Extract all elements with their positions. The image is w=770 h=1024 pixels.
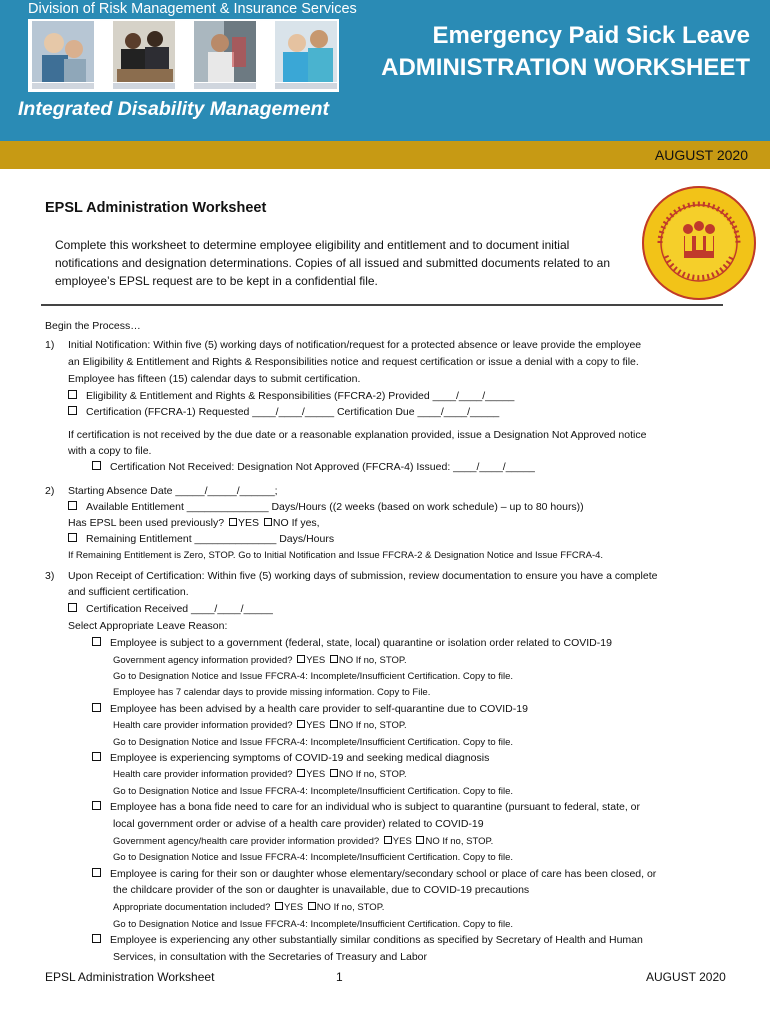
- checkbox[interactable]: [68, 390, 77, 399]
- header-photo-strip: [28, 19, 339, 92]
- department-name: Integrated Disability Management: [18, 98, 329, 120]
- step-2-used-row: Has EPSL been used previously? YES NO If yes,: [68, 517, 320, 529]
- document-title: [381, 20, 750, 84]
- step-1-text: Employee has fifteen (15) calendar days to submit certification.: [68, 373, 361, 385]
- reason-row: Employee is experiencing any other substantially similar conditions as specified by Secretary of Health and Human: [92, 932, 643, 949]
- step-3-checkbox-row: Certification Received ____/____/_____: [68, 601, 273, 618]
- reason-instruction: Go to Designation Notice and Issue FFCRA-4: Incomplete/Insufficient Certification. Copy to file.: [113, 919, 514, 930]
- reason-row: Employee has been advised by a health care provider to self-quarantine due to COVID-19: [92, 701, 528, 718]
- step-1-note: with a copy to file.: [68, 445, 152, 457]
- step-2-checkbox-row: Available Entitlement ______________ Days/Hours ((2 weeks (based on work schedule) – up to 80 hours)): [68, 499, 584, 516]
- yes-checkbox[interactable]: [297, 769, 305, 777]
- step-2-checkbox-row: Remaining Entitlement ______________ Days/Hours: [68, 531, 334, 548]
- intro-line: employee’s EPSL request are to be kept in a confidential file.: [55, 274, 378, 288]
- step-3-text: and sufficient certification.: [68, 586, 189, 598]
- checkbox[interactable]: [68, 533, 77, 542]
- reason-instruction: Go to Designation Notice and Issue FFCRA-4: Incomplete/Insufficient Certification. Copy to file.: [113, 786, 514, 797]
- photo-nurse-icon: [275, 21, 337, 82]
- step-1-checkbox-row: Certification (FFCRA-1) Requested ____/____/_____ Certification Due ____/____/_____: [68, 404, 499, 421]
- step-1-checkbox-row: Eligibility & Entitlement and Rights & Responsibilities (FFCRA-2) Provided ____/____/_____: [68, 388, 514, 405]
- photo-meeting-icon: [113, 21, 175, 82]
- checkbox[interactable]: [68, 603, 77, 612]
- footer-date: AUGUST 2020: [646, 970, 726, 984]
- checkbox[interactable]: [92, 752, 101, 761]
- reason-question: Health care provider information provided? YES NO If no, STOP.: [113, 769, 407, 780]
- begin-label: Begin the Process…: [45, 320, 141, 332]
- reason-row: Employee is subject to a government (federal, state, local) quarantine or isolation order related to COVID-19: [92, 635, 612, 652]
- reason-question: Government agency/health care provider information provided? YES NO If no, STOP.: [113, 836, 494, 847]
- reason-instruction: Go to Designation Notice and Issue FFCRA-4: Incomplete/Insufficient Certification. Copy to file.: [113, 852, 514, 863]
- no-checkbox[interactable]: [330, 769, 338, 777]
- step-2-number: 2): [45, 485, 55, 497]
- no-checkbox[interactable]: [264, 518, 272, 526]
- step-3-number: 3): [45, 570, 55, 582]
- district-seal-icon: [640, 184, 758, 302]
- photo-worker-icon: [194, 21, 256, 82]
- photo-family-icon: [32, 21, 94, 82]
- no-checkbox[interactable]: [330, 655, 338, 663]
- yes-checkbox[interactable]: [229, 518, 237, 526]
- yes-checkbox[interactable]: [384, 836, 392, 844]
- step-1-checkbox-row: Certification Not Received: Designation Not Approved (FFCRA-4) Issued: ____/____/_____: [92, 459, 535, 476]
- title-line-2: ADMINISTRATION WORKSHEET: [381, 54, 750, 81]
- reason-text: local government order or advise of a health care provider) related to COVID-19: [113, 818, 484, 830]
- checkbox[interactable]: [92, 801, 101, 810]
- yes-checkbox[interactable]: [297, 655, 305, 663]
- intro-line: notifications and designation determinations. Copies of all issued and submitted documents related to an: [55, 256, 611, 270]
- reason-row: Employee has a bona fide need to care for an individual who is subject to quarantine (pursuant to federal, state, or: [92, 799, 640, 816]
- reason-instruction: Employee has 7 calendar days to provide missing information. Copy to File.: [113, 687, 431, 698]
- footer-title: EPSL Administration Worksheet: [45, 970, 215, 984]
- step-2-text: Starting Absence Date _____/_____/______;: [68, 485, 278, 497]
- checkbox[interactable]: [68, 406, 77, 415]
- checkbox[interactable]: [92, 461, 101, 470]
- no-checkbox[interactable]: [330, 720, 338, 728]
- checkbox[interactable]: [68, 501, 77, 510]
- reason-question: Appropriate documentation included? YES NO If no, STOP.: [113, 902, 385, 913]
- select-reason-label: Select Appropriate Leave Reason:: [68, 620, 228, 632]
- no-checkbox[interactable]: [308, 902, 316, 910]
- title-line-1: Emergency Paid Sick Leave: [432, 22, 750, 49]
- step-1-text: Initial Notification: Within five (5) working days of notification/request for a protected absence or leave provide the employee: [68, 339, 642, 351]
- step-2-note: If Remaining Entitlement is Zero, STOP. Go to Initial Notification and Issue FFCRA-2 & Designation Notice and Issue FFCRA-4.: [68, 550, 604, 561]
- reason-text: Services, in consultation with the Secretaries of Treasury and Labor: [113, 951, 427, 963]
- step-1-text: an Eligibility & Entitlement and Rights & Responsibilities notice and request certification or issue a denial with a copy to file.: [68, 356, 639, 368]
- checkbox[interactable]: [92, 637, 101, 646]
- intro-line: Complete this worksheet to determine employee eligibility and entitlement and to document initial: [55, 238, 570, 252]
- no-checkbox[interactable]: [416, 836, 424, 844]
- header-date: AUGUST 2020: [654, 147, 748, 163]
- worksheet-intro: [55, 236, 655, 290]
- checkbox[interactable]: [92, 703, 101, 712]
- step-3-text: Upon Receipt of Certification: Within five (5) working days of submission, review documentation to ensure you have a complete: [68, 570, 658, 582]
- page-header: [0, 0, 770, 141]
- page-number: 1: [336, 970, 343, 984]
- reason-text: the childcare provider of the son or daughter is unavailable, due to COVID-19 precautions: [113, 884, 530, 896]
- checkbox[interactable]: [92, 934, 101, 943]
- reason-row: Employee is experiencing symptoms of COVID-19 and seeking medical diagnosis: [92, 750, 489, 767]
- step-1-number: 1): [45, 339, 55, 351]
- divider-rule: [41, 304, 723, 306]
- checkbox[interactable]: [92, 868, 101, 877]
- yes-checkbox[interactable]: [275, 902, 283, 910]
- reason-row: Employee is caring for their son or daughter whose elementary/secondary school or place of care has been closed, or: [92, 866, 656, 883]
- reason-question: Government agency information provided? YES NO If no, STOP.: [113, 655, 407, 666]
- division-name: Division of Risk Management & Insurance Services: [28, 1, 357, 17]
- worksheet-title: EPSL Administration Worksheet: [45, 200, 267, 216]
- reason-instruction: Go to Designation Notice and Issue FFCRA-4: Incomplete/Insufficient Certification. Copy to file.: [113, 737, 514, 748]
- reason-question: Health care provider information provided? YES NO If no, STOP.: [113, 720, 407, 731]
- yes-checkbox[interactable]: [297, 720, 305, 728]
- step-1-note: If certification is not received by the due date or a reasonable explanation provided, issue a Designation Not Approved notice: [68, 429, 647, 441]
- reason-instruction: Go to Designation Notice and Issue FFCRA-4: Incomplete/Insufficient Certification. Copy to file.: [113, 671, 514, 682]
